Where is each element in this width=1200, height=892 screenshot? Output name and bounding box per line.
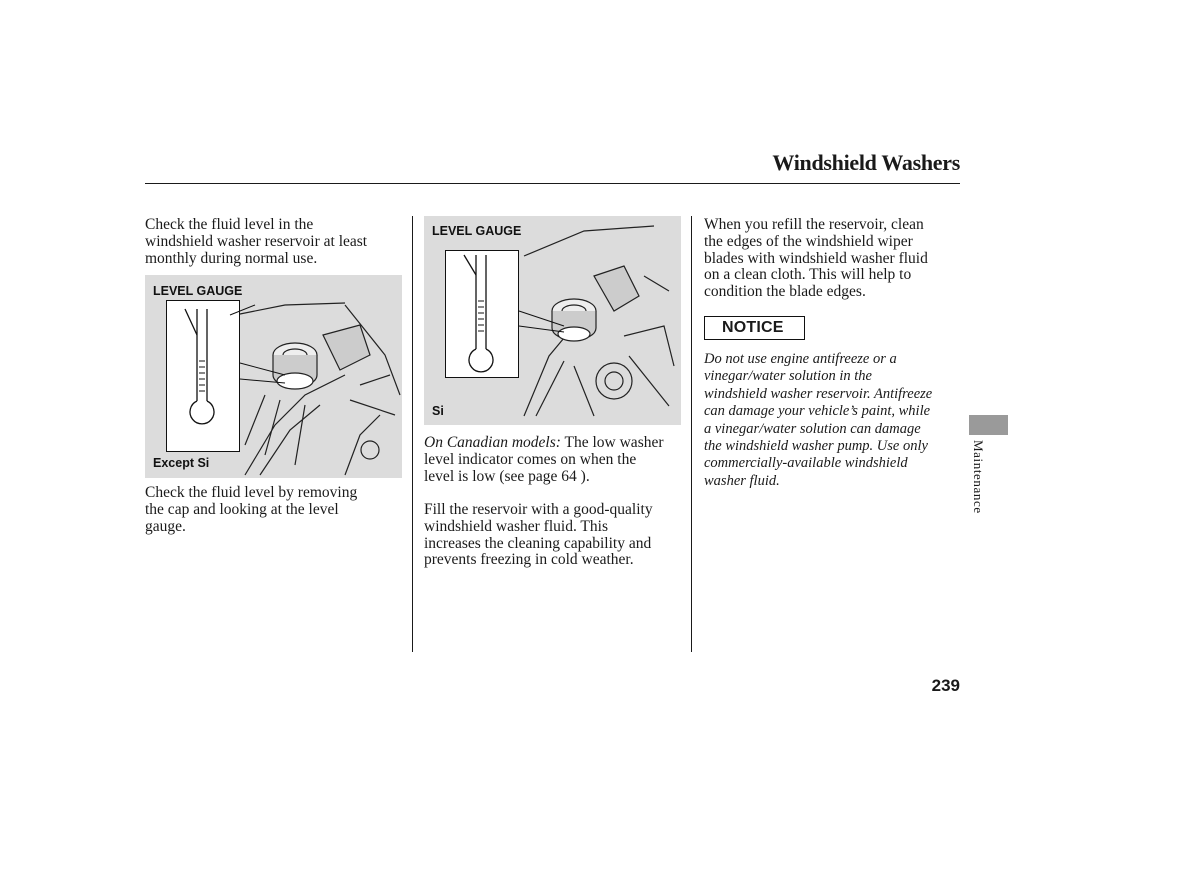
column-divider-2 bbox=[691, 216, 692, 652]
column-1-intro: Check the fluid level in the windshield washer reservoir at least monthly during normal use. bbox=[145, 216, 368, 267]
figure-si bbox=[424, 216, 681, 425]
figure-caption: Except Si bbox=[153, 456, 210, 470]
column-2-fill: Fill the reservoir with a good-quality windshield washer fluid. This increases the cleaning capability and prevents freezing in cold weather. bbox=[424, 501, 653, 569]
figure-except-si bbox=[145, 275, 402, 478]
title-rule bbox=[145, 183, 960, 184]
notice-box: NOTICE bbox=[704, 316, 805, 340]
canadian-models-lead: On Canadian models: bbox=[424, 434, 561, 451]
page-number: 239 bbox=[931, 676, 960, 695]
column-1-body: Check the fluid level by removing the cap and looking at the level gauge. bbox=[145, 484, 358, 535]
section-tab bbox=[969, 415, 1008, 435]
column-divider-1 bbox=[412, 216, 413, 652]
page-title: Windshield Washers bbox=[772, 150, 960, 175]
gauge-pointer-lines bbox=[424, 216, 681, 425]
figure-label: LEVEL GAUGE bbox=[153, 284, 243, 298]
notice-text: Do not use engine antifreeze or a vinegar/water solution in the windshield washer reservoir. Antifreeze can damage your vehicle’s paint, while a vinegar/water solution can damage the windshield washer pump. Use only commercially-available windshield washer fluid. bbox=[704, 351, 933, 489]
section-tab-label: Maintenance bbox=[971, 440, 986, 514]
column-2-canadian bbox=[424, 435, 686, 485]
column-3-refill: When you refill the reservoir, clean the edges of the windshield wiper blades with windshield washer fluid on a clean cloth. This will help to condition the blade edges. bbox=[704, 216, 928, 301]
figure-label: LEVEL GAUGE bbox=[432, 224, 522, 238]
figure-caption: Si bbox=[432, 404, 444, 418]
canadian-models-text: The low washer level indicator comes on when the level is low (see page 64 ). bbox=[424, 434, 664, 485]
gauge-pointer-lines bbox=[145, 275, 402, 478]
